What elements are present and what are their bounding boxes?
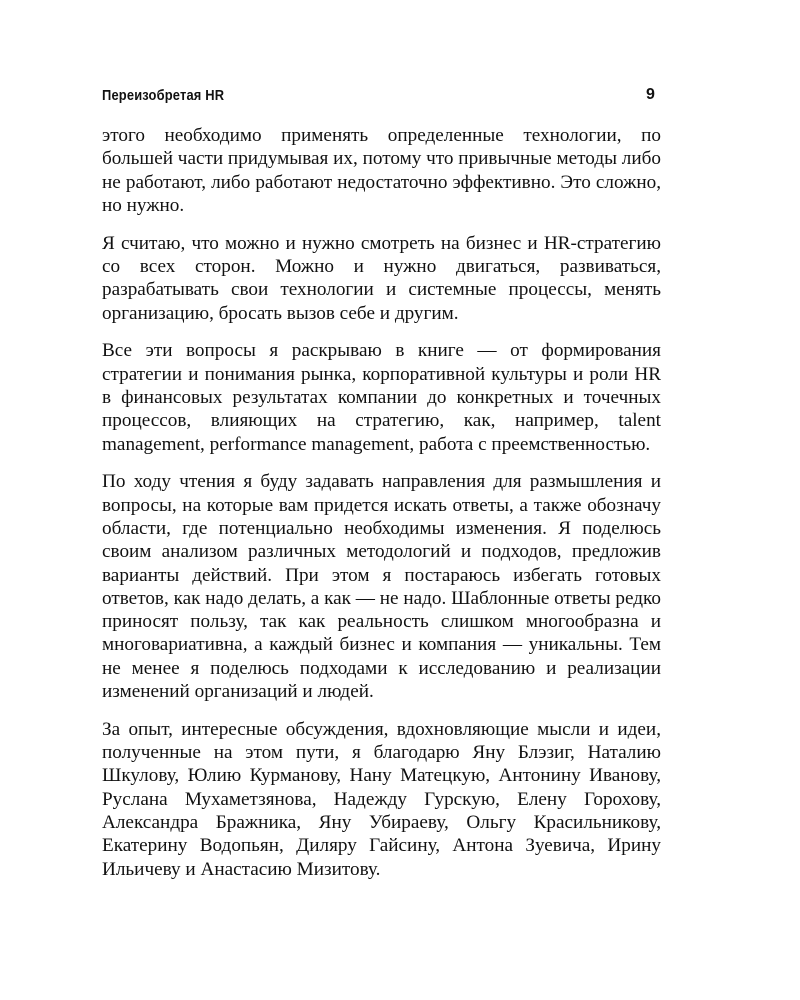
paragraph-4: По ходу чтения я буду задавать направления для размышления и вопросы, на которые вам придется искать ответы, а также обозначу области, где потенциально необходимы изменения. Я поделюсь своим анализом различных методологий и подходов, предложив варианты действий. При этом я постараюсь избегать готовых ответов, как надо делать, а как — не надо. Шаблонные ответы редко приносят пользу, так как реальность слишком многообразна и многовариативна, а каждый бизнес и компания — уникальны. Тем не менее я поделюсь подходами к исследованию и реализации изменений организаций и людей.: [102, 471, 661, 703]
running-title: Переизобретая HR: [102, 87, 225, 104]
running-header: [102, 83, 584, 109]
paragraph-1: этого необходимо применять определенные технологии, по большей части придумывая их, потому что привычные методы либо не работают, либо работают недостаточно эффективно. Это сложно, но нужно.: [102, 125, 661, 216]
paragraph-2: Я считаю, что можно и нужно смотреть на бизнес и HR-стратегию со всех сторон. Можно и нужно двигаться, развиваться, разрабатывать свои технологии и системные процессы, менять организацию, бросать вызов себе и другим.: [102, 232, 661, 324]
page-number: 9: [646, 86, 655, 103]
paragraph-3: Все эти вопросы я раскрываю в книге — от формирования стратегии и понимания рынка, корпоративной культуры и роли HR в финансовых результатах компании до конкретных и точечных процессов, влияющих на стратегию, как, например, talent management, performance management, работа с преемственностью.: [102, 340, 661, 455]
body-text: [102, 124, 661, 881]
paragraph-5: За опыт, интересные обсуждения, вдохновляющие мысли и идеи, полученные на этом пути, я благодарю Яну Блэзиг, Наталию Шкулову, Юлию Курманову, Нану Матецкую, Антонину Иванову, Руслана Мухаметзянова, Надежду Гурскую, Елену Горохову, Александра Бражника, Яну Убираеву, Ольгу Красильникову, Екатерину Водопьян, Диляру Гайсину, Антона Зуевича, Ирину Ильичеву и Анастасию Мизитову.: [102, 718, 661, 880]
